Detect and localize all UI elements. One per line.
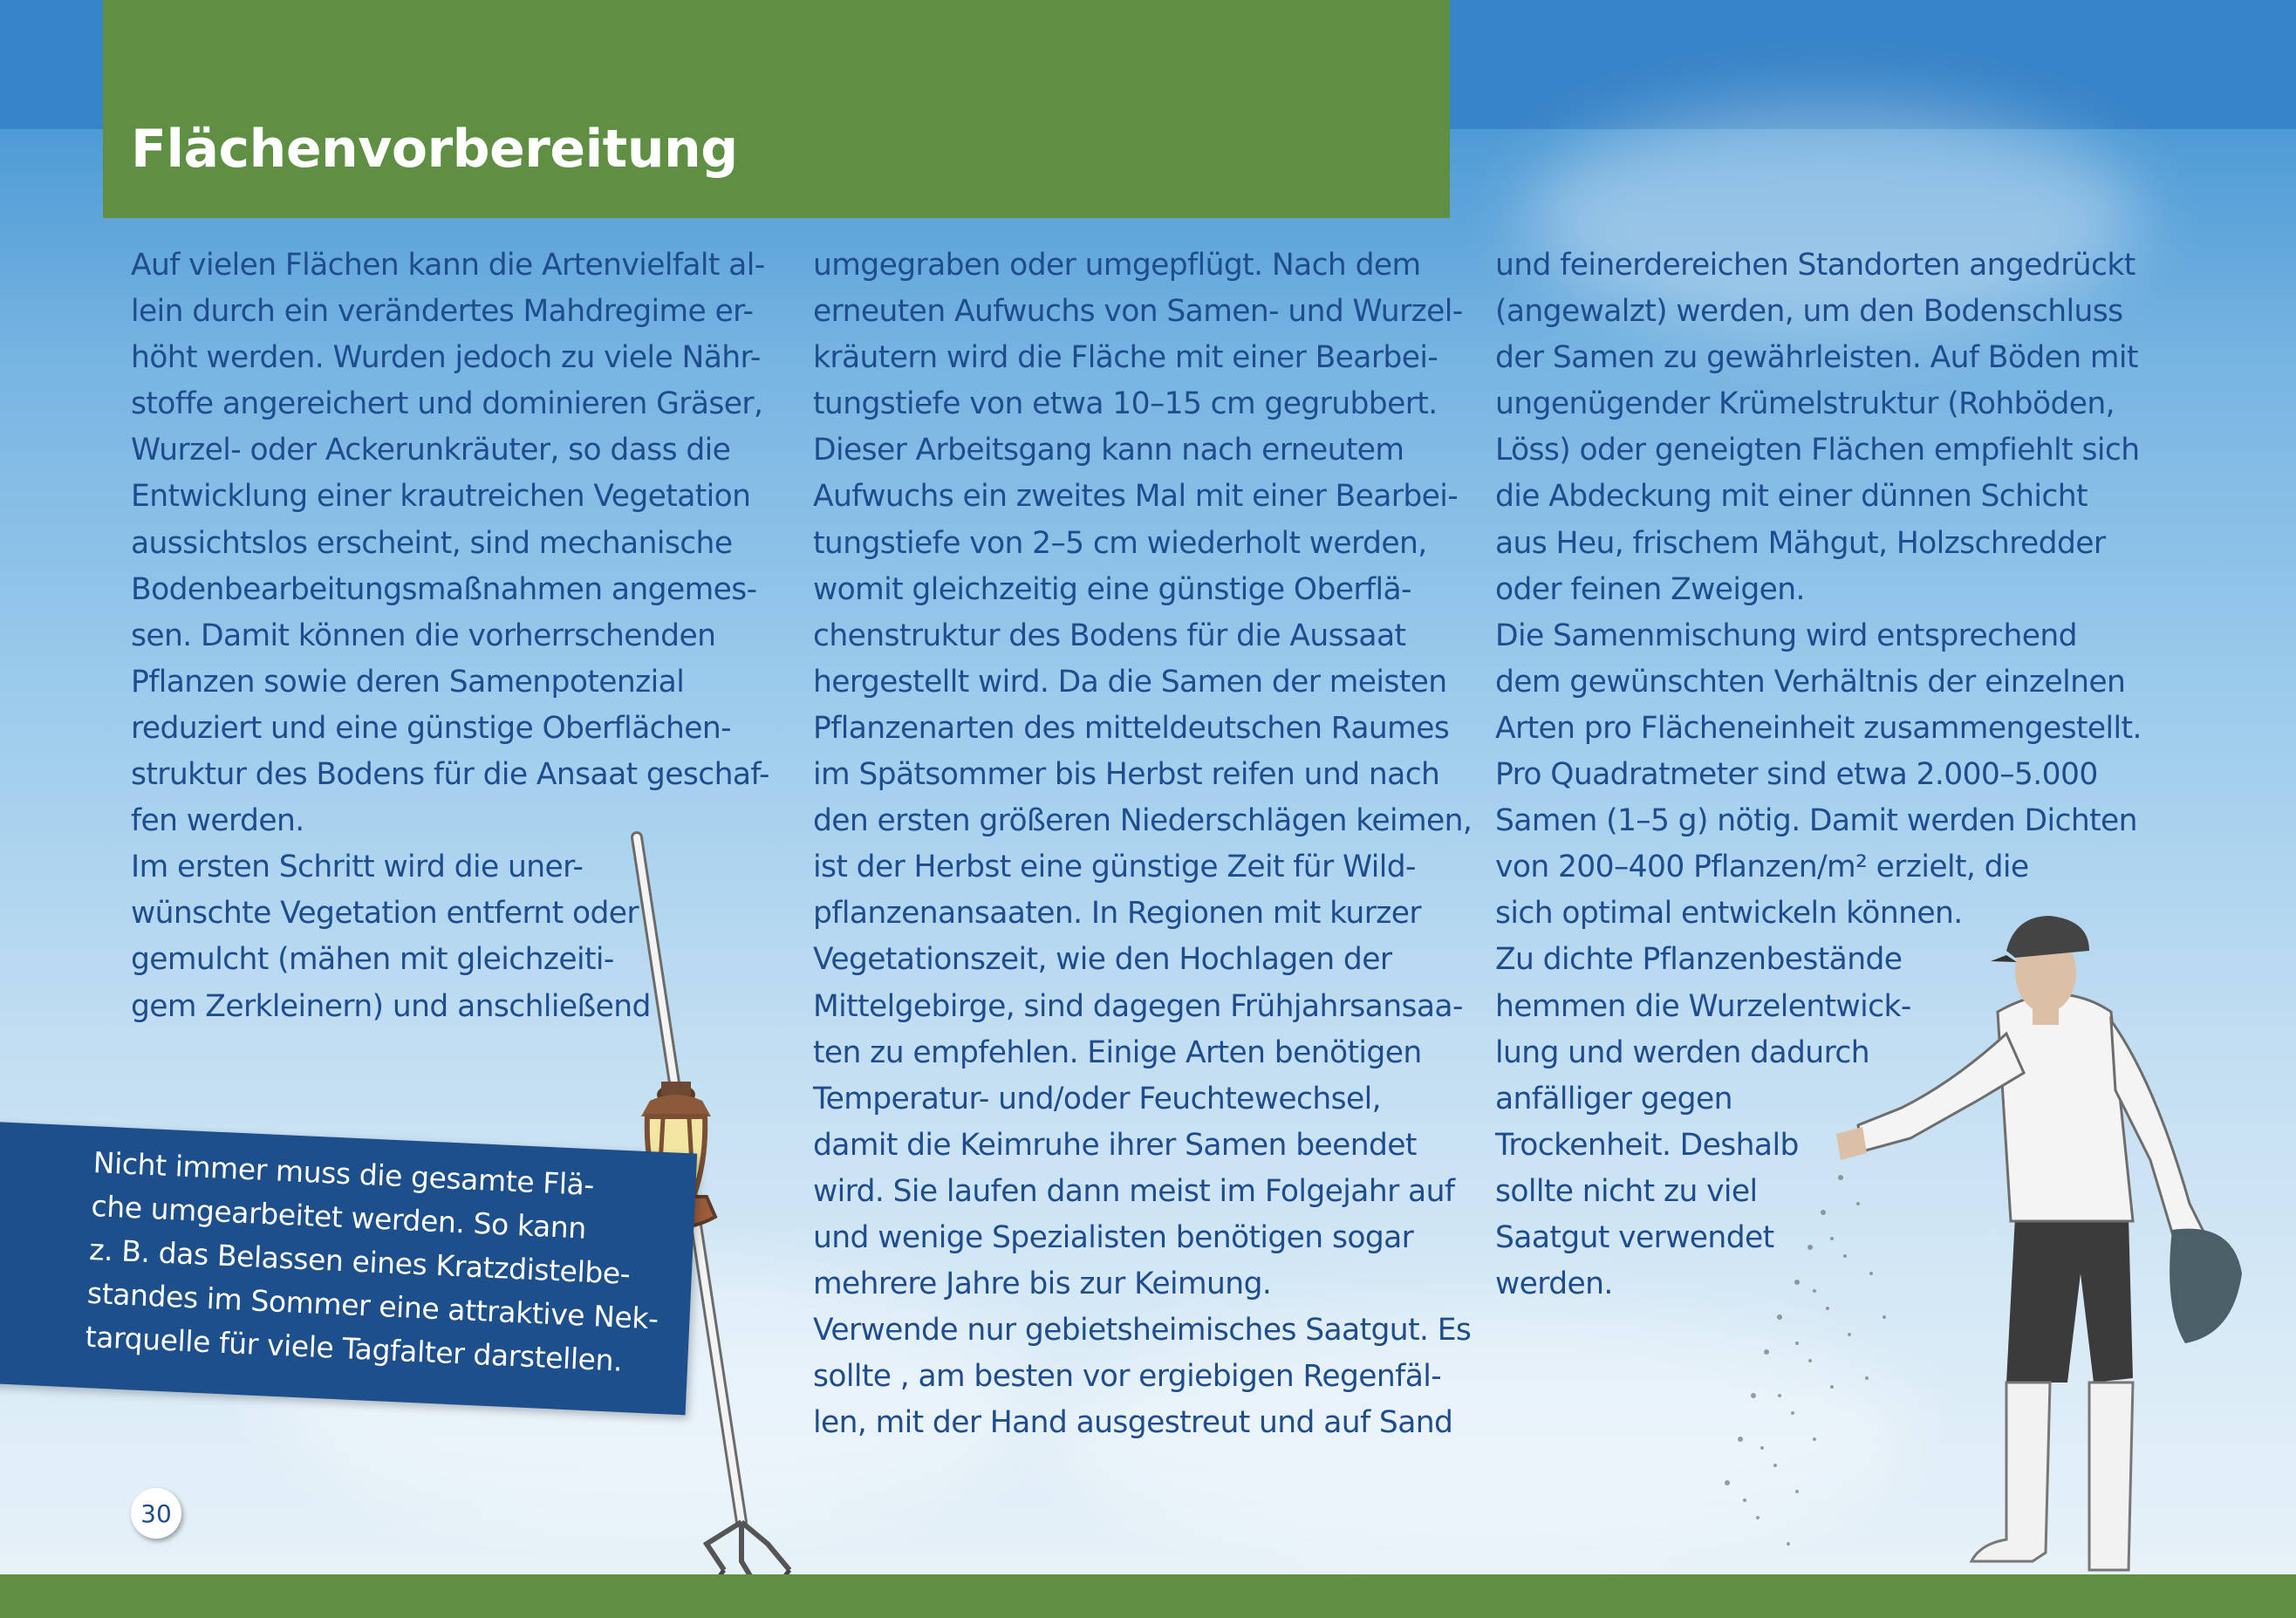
text-line: gemulcht (mähen mit gleichzeiti-	[131, 942, 614, 978]
text-line: lein durch ein verändertes Mahdregime er-	[131, 294, 754, 330]
text-line: ten zu empfehlen. Einige Arten benötigen	[813, 1034, 1422, 1070]
text-line: reduziert und eine günstige Oberflächen-	[131, 710, 732, 746]
text-line: lung und werden dadurch	[1495, 1034, 1870, 1070]
text-line: dem gewünschten Verhältnis der einzelnen	[1495, 664, 2126, 700]
text-line: sen. Damit können die vorherrschenden	[131, 618, 716, 653]
text-line: und feinerdereichen Standorten angedrückt	[1495, 248, 2135, 283]
text-line: Aufwuchs ein zweites Mal mit einer Bearbei-	[813, 479, 1459, 515]
text-line: Trockenheit. Deshalb	[1495, 1127, 1799, 1163]
text-line: höht werden. Wurden jedoch zu viele Nähr-	[131, 340, 761, 376]
text-line: von 200–400 Pflanzen/m² erzielt, die	[1495, 850, 2029, 885]
text-line: hemmen die Wurzelentwick-	[1495, 988, 1911, 1024]
text-line: Zu dichte Pflanzenbestände	[1495, 942, 1903, 978]
text-line: umgegraben oder umgepflügt. Nach dem	[813, 248, 1421, 283]
callout-line: tarquelle für viele Tagfalter darstellen.	[84, 1319, 624, 1378]
text-line: len, mit der Hand ausgestreut und auf Sand	[813, 1405, 1453, 1441]
text-line: damit die Keimruhe ihrer Samen beendet	[813, 1127, 1417, 1163]
text-line: anfälliger gegen	[1495, 1081, 1732, 1116]
text-line: Vegetationszeit, wie den Hochlagen der	[813, 942, 1392, 978]
text-line: Mittelgebirge, sind dagegen Frühjahrsansaa-	[813, 988, 1463, 1024]
callout-line: che umgearbeitet werden. So kann	[90, 1188, 587, 1246]
text-line: womit gleichzeitig eine günstige Oberflä-	[813, 571, 1411, 607]
text-line: Samen (1–5 g) nötig. Damit werden Dichten	[1495, 803, 2137, 839]
text-line: der Samen zu gewährleisten. Auf Böden mit	[1495, 340, 2138, 376]
text-line: sich optimal entwickeln können.	[1495, 896, 1963, 932]
text-line: struktur des Bodens für die Ansaat geschaf-	[131, 757, 769, 793]
text-line: aussichtslos erscheint, sind mechanische	[131, 525, 733, 561]
text-line: ungenügender Krümelstruktur (Rohböden,	[1495, 386, 2115, 422]
text-line: hergestellt wird. Da die Samen der meisten	[813, 664, 1447, 700]
seed-scatter	[1725, 1175, 1886, 1546]
text-line: wünschte Vegetation entfernt oder	[131, 896, 639, 932]
text-line: Im ersten Schritt wird die uner-	[131, 850, 584, 885]
text-line: stoffe angereichert und dominieren Gräser,	[131, 386, 763, 422]
text-line: die Abdeckung mit einer dünnen Schicht	[1495, 479, 2088, 515]
text-line: den ersten größeren Niederschlägen keimen,	[813, 803, 1473, 839]
text-line: und wenige Spezialisten benötigen sogar	[813, 1219, 1414, 1255]
text-line: pflanzenansaaten. In Regionen mit kurzer	[813, 896, 1421, 932]
text-line: Saatgut verwendet	[1495, 1219, 1774, 1255]
text-line: chenstruktur des Bodens für die Aussaat	[813, 618, 1406, 653]
text-line: Dieser Arbeitsgang kann nach erneutem	[813, 433, 1404, 468]
page-number: 30	[131, 1488, 181, 1539]
callout-line: z. B. das Belassen eines Kratzdistelbe-	[88, 1232, 632, 1292]
text-line: fen werden.	[131, 803, 304, 839]
text-line: (angewalzt) werden, um den Bodenschluss	[1495, 294, 2123, 330]
sowing-farmer-illustration	[1836, 916, 2242, 1570]
text-line: Auf vielen Flächen kann die Artenvielfalt al-	[131, 248, 765, 283]
text-line: gem Zerkleinern) und anschließend	[131, 988, 651, 1024]
text-line: Wurzel- oder Ackerunkräuter, so dass die	[131, 433, 731, 468]
text-line: Verwende nur gebietsheimisches Saatgut. Es	[813, 1313, 1472, 1348]
bottom-bar	[0, 1574, 2296, 1618]
text-line: kräutern wird die Fläche mit einer Bearbei-	[813, 340, 1438, 376]
text-line: Pflanzenarten des mitteldeutschen Raumes	[813, 710, 1450, 746]
text-line: tungstiefe von 2–5 cm wiederholt werden,	[813, 525, 1427, 561]
page-title: Flächenvorbereitung	[131, 119, 738, 180]
text-line: sollte , am besten vor ergiebigen Regenfäl-	[813, 1359, 1442, 1395]
text-line: oder feinen Zweigen.	[1495, 571, 1805, 607]
text-line: im Spätsommer bis Herbst reifen und nach	[813, 757, 1440, 793]
callout-line: standes im Sommer eine attraktive Nek-	[86, 1275, 659, 1336]
text-line: Arten pro Flächeneinheit zusammengestellt.	[1495, 710, 2142, 746]
text-line: Pflanzen sowie deren Samenpotenzial	[131, 664, 685, 700]
text-line: werden.	[1495, 1266, 1613, 1302]
callout-line: Nicht immer muss die gesamte Flä-	[92, 1144, 595, 1203]
text-line: Entwicklung einer krautreichen Vegetation	[131, 479, 751, 515]
text-line: sollte nicht zu viel	[1495, 1173, 1758, 1209]
text-line: tungstiefe von etwa 10–15 cm gegrubbert.	[813, 386, 1438, 422]
text-line: Löss) oder geneigten Flächen empfiehlt sich	[1495, 433, 2140, 468]
text-line: aus Heu, frischem Mähgut, Holzschredder	[1495, 525, 2106, 561]
text-line: erneuten Aufwuchs von Samen- und Wurzel-	[813, 294, 1463, 330]
text-line: ist der Herbst eine günstige Zeit für Wild-	[813, 850, 1416, 885]
text-line: Die Samenmischung wird entsprechend	[1495, 618, 2077, 653]
text-line: mehrere Jahre bis zur Keimung.	[813, 1266, 1272, 1302]
text-line: wird. Sie laufen dann meist im Folgejahr auf	[813, 1173, 1455, 1209]
text-line: Bodenbearbeitungsmaßnahmen angemes-	[131, 571, 757, 607]
text-line: Pro Quadratmeter sind etwa 2.000–5.000	[1495, 757, 2098, 793]
text-line: Temperatur- und/oder Feuchtewechsel,	[813, 1081, 1381, 1116]
callout-text	[85, 1141, 670, 1385]
